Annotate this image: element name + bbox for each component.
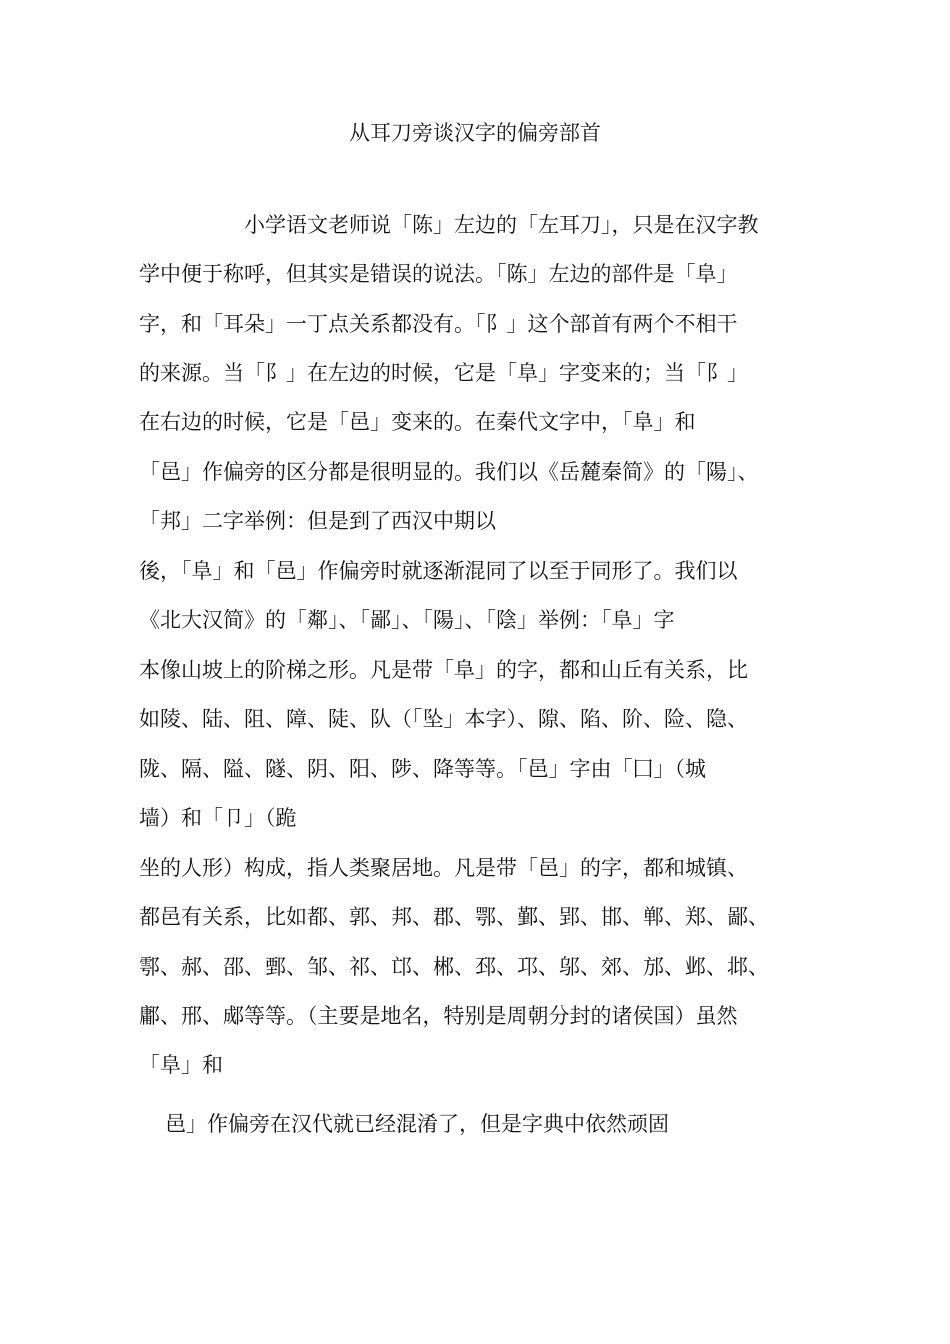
body-line: 後，「阜」和「邑」作偏旁时就逐渐混同了以至于同形了。我们以 [139, 559, 738, 583]
body-line: 小学语文老师说「陈」左边的「左耳刀」，只是在汉字教 [244, 213, 759, 237]
body-line: 鄘、邢、郕等等。（主要是地名，特别是周朝分封的诸侯国）虽然 [139, 1004, 738, 1028]
body-line: 学中便于称呼，但其实是错误的说法。「陈」左边的部件是「阜」 [139, 262, 738, 286]
body-line: 坐的人形）构成，指人类聚居地。凡是带「邑」的字，都和城镇、 [139, 856, 748, 880]
body-line: 「邦」二字举例：但是到了西汉中期以 [139, 509, 496, 533]
body-line: 字，和「耳朵」一丁点关系都没有。「阝」这个部首有两个不相干 [139, 312, 738, 336]
body-line: 如陵、陆、阻、障、陡、队（「坠」本字）、隙、陷、阶、险、隐、 [139, 707, 748, 731]
body-line: 邑」作偏旁在汉代就已经混淆了，但是字典中依然顽固 [165, 1112, 669, 1136]
body-line: 的来源。当「阝」在左边的时候，它是「阜」字变来的；当「阝」 [139, 361, 748, 385]
document-title: 从耳刀旁谈汉字的偏旁部首 [349, 121, 601, 145]
body-line: 《北大汉简》的「鄰」、「鄙」、「陽」、「陰」举例：「阜」字 [139, 608, 675, 632]
body-line: 墙）和「卩」（跪 [139, 806, 297, 830]
body-line: 在右边的时候，它是「邑」变来的。在秦代文字中，「阜」和 [139, 410, 696, 434]
body-line: 都邑有关系，比如都、郭、邦、郡、鄂、鄞、郢、邯、郸、郑、鄙、 [139, 905, 769, 929]
body-line: 本像山坡上的阶梯之形。凡是带「阜」的字，都和山丘有关系，比 [139, 658, 748, 682]
body-line: 鄠、郝、邵、鄄、邹、祁、邙、郴、邳、邛、邬、郊、邡、邺、邶、 [139, 955, 769, 979]
body-line: 「邑」作偏旁的区分都是很明显的。我们以《岳麓秦简》的「陽」、 [139, 460, 759, 484]
body-line: 「阜」和 [139, 1053, 223, 1077]
body-line: 陇、隔、隘、隧、阴、阳、陟、降等等。「邑」字由「囗」（城 [139, 757, 706, 781]
